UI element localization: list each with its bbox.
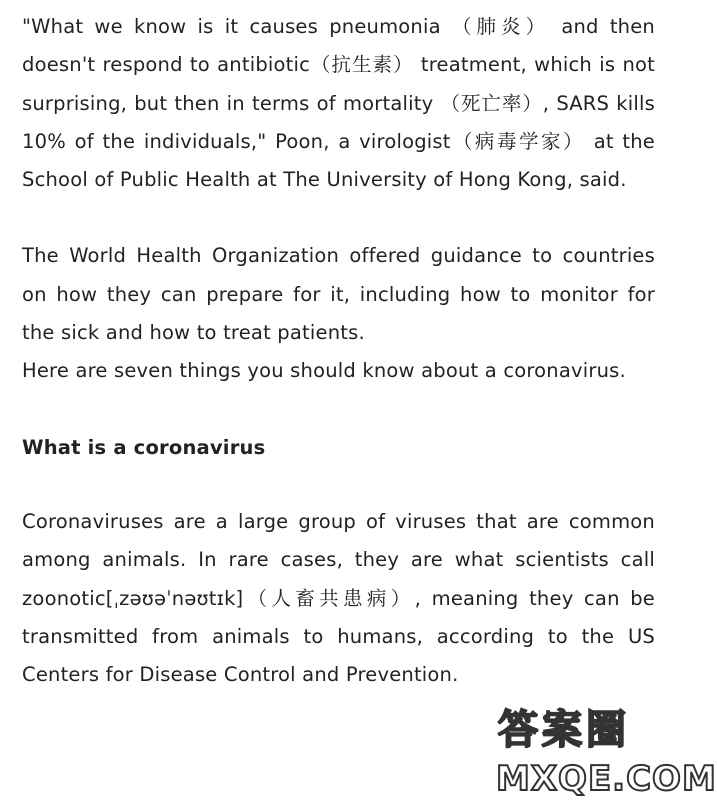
watermark-domain-text: MXQE.COM	[496, 759, 717, 799]
section-heading: What is a coronavirus	[22, 435, 266, 459]
paragraph-coronaviruses: Coronaviruses are a large group of viruses that are common among animals. In rare cases, they are what scientists call zoonotic[ˌzəʊəˈnəʊtɪk]（人畜共患病）, meaning they can be transmitted from animals to humans, according to the US Centers for Disease Control and Prevention.	[22, 509, 655, 687]
paragraph-spacer	[22, 391, 655, 429]
paragraph-spacer	[22, 199, 655, 237]
article-body	[22, 8, 655, 694]
paragraph-spacer	[22, 467, 655, 503]
watermark-logo	[490, 700, 717, 810]
paragraph-who: The World Health Organization offered guidance to countries on how they can prepare for it, including how to monitor for the sick and how to treat patients.	[22, 244, 655, 345]
watermark-chinese-text: 答案圈	[498, 707, 630, 753]
paragraph-seven-things: Here are seven things you should know about a coronavirus.	[22, 359, 626, 383]
paragraph-quote: "What we know is it causes pneumonia （肺炎） and then doesn't respond to antibiotic（抗生素） treatment, which is not surprising, but then in terms of mortality （死亡率）, SARS kills 10% of the individuals," Poon, a virologist（病毒学家） at the School of Public Health at The University of Hong Kong, said.	[22, 15, 655, 192]
